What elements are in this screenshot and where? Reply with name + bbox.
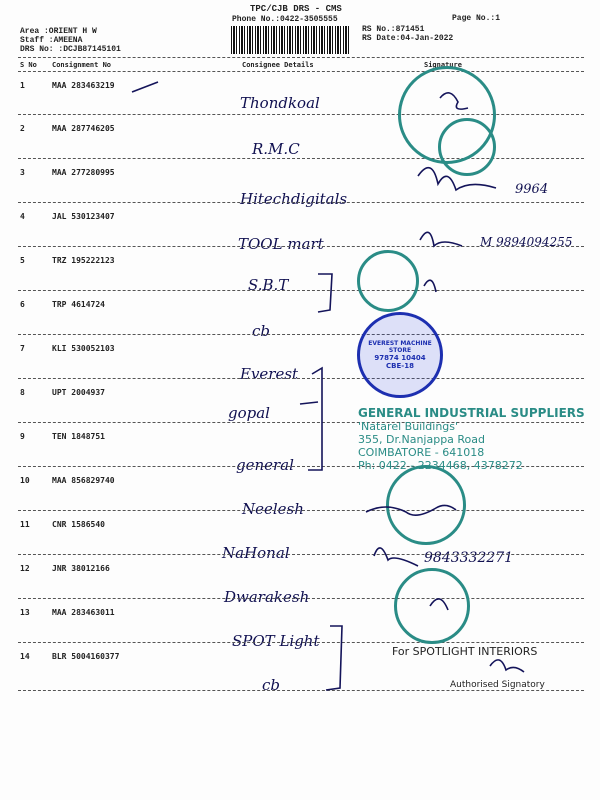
consignment-no: JAL 530123407 bbox=[52, 212, 115, 221]
signature-14 bbox=[490, 660, 524, 672]
bracket-row13-14 bbox=[326, 626, 342, 690]
bracket-row7-9 bbox=[308, 368, 322, 470]
consignee-handwriting: Dwarakesh bbox=[224, 588, 310, 606]
row-number: 2 bbox=[20, 124, 25, 133]
consignee-handwriting: TOOL mart bbox=[238, 235, 324, 253]
gis-line3: 355, Dr.Nanjappa Road bbox=[358, 433, 486, 446]
row-number: 9 bbox=[20, 432, 25, 441]
consignee-handwriting: Neelesh bbox=[242, 500, 304, 518]
consignment-no: JNR 38012166 bbox=[52, 564, 110, 573]
col-consignment: Consignment No bbox=[52, 61, 112, 69]
consignee-handwriting: general bbox=[236, 456, 294, 474]
staff-label: Staff :AMEENA bbox=[20, 36, 83, 45]
bracket-tick-8 bbox=[300, 402, 318, 404]
consignment-no: TEN 1848751 bbox=[52, 432, 105, 441]
rs-number: RS No.:871451 bbox=[362, 25, 425, 34]
row-number: 11 bbox=[20, 520, 30, 529]
everest-city: CBE-18 bbox=[386, 362, 414, 370]
document-title: TPC/CJB DRS - CMS bbox=[250, 4, 342, 14]
row-number: 14 bbox=[20, 652, 30, 661]
signature-11 bbox=[374, 548, 418, 566]
phone-number: Phone No.:0422-3505555 bbox=[232, 15, 338, 24]
consignee-handwriting: cb bbox=[252, 322, 271, 340]
row-number: 13 bbox=[20, 608, 30, 617]
consignee-handwriting: Everest bbox=[240, 365, 299, 383]
consignment-no: TRZ 195222123 bbox=[52, 256, 115, 265]
area-label: Area :ORIENT H W bbox=[20, 27, 97, 36]
phone-handwriting: 9843332271 bbox=[424, 550, 514, 566]
drs-number: DRS No: :DCJB87145101 bbox=[20, 45, 121, 54]
row-number: 12 bbox=[20, 564, 30, 573]
phone-handwriting: 9964 bbox=[515, 182, 549, 197]
row-number: 3 bbox=[20, 168, 25, 177]
signature-12 bbox=[430, 599, 448, 610]
consignee-handwriting: Thondkoal bbox=[240, 94, 320, 112]
signature-10 bbox=[366, 505, 456, 515]
consignment-no: TRP 4614724 bbox=[52, 300, 105, 309]
row-number: 4 bbox=[20, 212, 25, 221]
consignment-no: MAA 277280995 bbox=[52, 168, 115, 177]
signature-5 bbox=[424, 280, 436, 292]
consignment-no: MAA 283463011 bbox=[52, 608, 115, 617]
row-number: 5 bbox=[20, 256, 25, 265]
signature-3 bbox=[418, 168, 496, 190]
everest-phone: 97874 10404 bbox=[374, 354, 426, 362]
gis-phone: Ph: 0422 - 2234468, 4378272 bbox=[358, 459, 523, 472]
everest-name: EVEREST MACHINE STORE bbox=[368, 340, 432, 354]
consignment-no: UPT 2004937 bbox=[52, 388, 105, 397]
col-sno: S No bbox=[20, 61, 37, 69]
spotlight-stamp: For SPOTLIGHT INTERIORS bbox=[392, 645, 538, 658]
consignment-no: BLR 5004160377 bbox=[52, 652, 120, 661]
row-number: 1 bbox=[20, 81, 25, 90]
signature-4 bbox=[420, 232, 462, 246]
row-number: 7 bbox=[20, 344, 25, 353]
consignment-no: KLI 530052103 bbox=[52, 344, 115, 353]
bracket-row5 bbox=[318, 274, 332, 312]
authorised-signatory: Authorised Signatory bbox=[450, 680, 545, 690]
consignee-handwriting: R.M.C bbox=[252, 140, 300, 158]
row-number: 6 bbox=[20, 300, 25, 309]
consignee-handwriting: gopal bbox=[228, 404, 270, 422]
consignee-handwriting: S.B.T bbox=[248, 276, 289, 294]
signature-1 bbox=[440, 93, 468, 109]
col-signature: Signature bbox=[424, 61, 462, 69]
rs-date: RS Date:04-Jan-2022 bbox=[362, 34, 454, 43]
consignee-handwriting: NaHonal bbox=[222, 544, 290, 562]
consignment-no: CNR 1586540 bbox=[52, 520, 105, 529]
consignment-no: MAA 856829740 bbox=[52, 476, 115, 485]
gis-line2: 'Natarel Buildings' bbox=[358, 420, 459, 433]
consignment-no: MAA 287746205 bbox=[52, 124, 115, 133]
page-number: Page No.:1 bbox=[452, 14, 501, 23]
col-details: Consignee Details bbox=[242, 61, 314, 69]
consignee-handwriting: Hitechdigitals bbox=[240, 190, 348, 208]
consignment-no: MAA 283463219 bbox=[52, 81, 115, 90]
phone-handwriting: M 9894094255 bbox=[480, 235, 573, 249]
consignee-handwriting: SPOT Light bbox=[232, 632, 320, 650]
gis-line4: COIMBATORE - 641018 bbox=[358, 446, 485, 459]
consignee-handwriting: cb bbox=[262, 676, 281, 694]
row-number: 8 bbox=[20, 388, 25, 397]
tick-mark bbox=[132, 82, 158, 92]
gis-name: GENERAL INDUSTRIAL SUPPLIERS bbox=[358, 406, 585, 420]
row-number: 10 bbox=[20, 476, 30, 485]
